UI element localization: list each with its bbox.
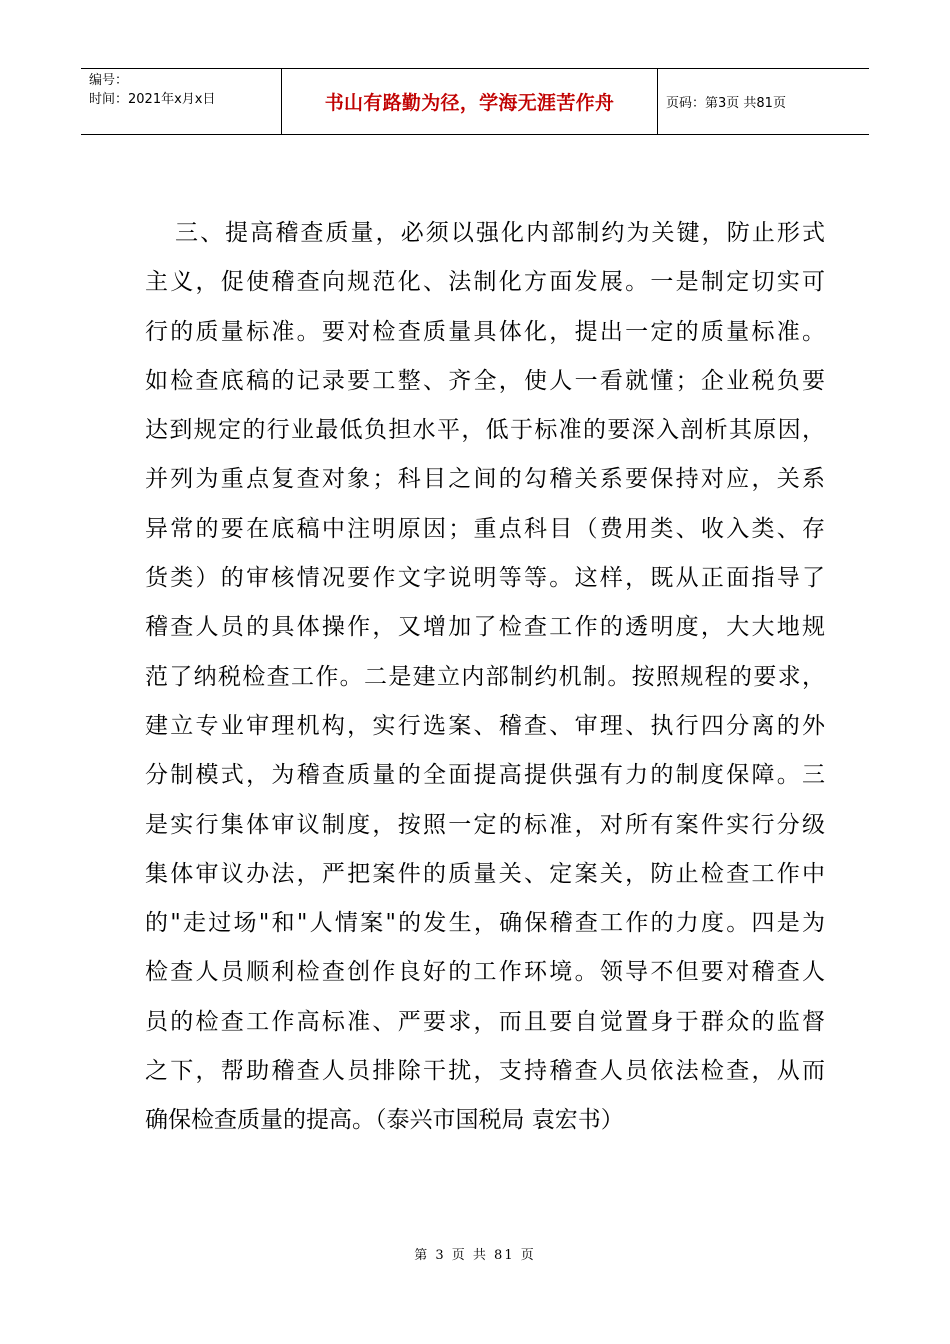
header-meta xyxy=(81,69,282,134)
paragraph-line: 员的检查工作高标准、严要求，而且要自觉置身于群众的监督 xyxy=(145,1008,825,1035)
paragraph-line: 范了纳税检查工作。二是建立内部制约机制。按照规程的要求， xyxy=(145,663,825,690)
paragraph-line: 分制模式，为稽查质量的全面提高提供强有力的制度保障。三 xyxy=(145,762,825,789)
paragraph-line: 稽查人员的具体操作，又增加了检查工作的透明度，大大地规 xyxy=(145,614,825,641)
header-page-info: 页码：第3页 共81页 xyxy=(666,96,786,111)
paragraph-line: 之下，帮助稽查人员排除干扰，支持稽查人员依法检查，从而 xyxy=(145,1058,825,1085)
paragraph-line: 三、提高稽查质量，必须以强化内部制约为关键，防止形式 xyxy=(175,220,825,246)
page-footer: 第 3 页 共 81 页 xyxy=(414,1248,536,1263)
page-header xyxy=(81,68,869,135)
paragraph-line: 确保检查质量的提高。（泰兴市国税局 袁宏书） xyxy=(145,1107,624,1134)
paragraph-line: 达到规定的行业最低负担水平，低于标准的要深入剖析其原因， xyxy=(145,417,825,444)
paragraph-line: 并列为重点复查对象；科目之间的勾稽关系要保持对应，关系 xyxy=(145,466,825,493)
paragraph-line: 行的质量标准。要对检查质量具体化，提出一定的质量标准。 xyxy=(145,318,825,345)
paragraph-line: 主义，促使稽查向规范化、法制化方面发展。一是制定切实可 xyxy=(145,269,825,296)
paragraph-line: 集体审议办法，严把案件的质量关、定案关，防止检查工作中 xyxy=(145,860,825,887)
paragraph-line: 的"走过场"和"人情案"的发生，确保稽查工作的力度。四是为 xyxy=(145,910,825,937)
paragraph-line: 如检查底稿的记录要工整、齐全，使人一看就懂；企业税负要 xyxy=(145,367,825,394)
document-number-label: 编号： xyxy=(89,73,129,88)
header-motto: 书山有路勤为径，学海无涯苦作舟 xyxy=(282,69,658,134)
document-time-label: 时间：2021年x月x日 xyxy=(89,92,216,107)
paragraph-line: 异常的要在底稿中注明原因；重点科目（费用类、收入类、存 xyxy=(145,515,825,542)
paragraph-line: 货类）的审核情况要作文字说明等等。这样，既从正面指导了 xyxy=(145,565,825,592)
paragraph-line: 是实行集体审议制度，按照一定的标准，对所有案件实行分级 xyxy=(145,811,825,838)
paragraph-line: 建立专业审理机构，实行选案、稽查、审理、执行四分离的外 xyxy=(145,712,825,739)
paragraph-line: 检查人员顺利检查创作良好的工作环境。领导不但要对稽查人 xyxy=(145,959,825,986)
document-body xyxy=(145,209,825,1146)
